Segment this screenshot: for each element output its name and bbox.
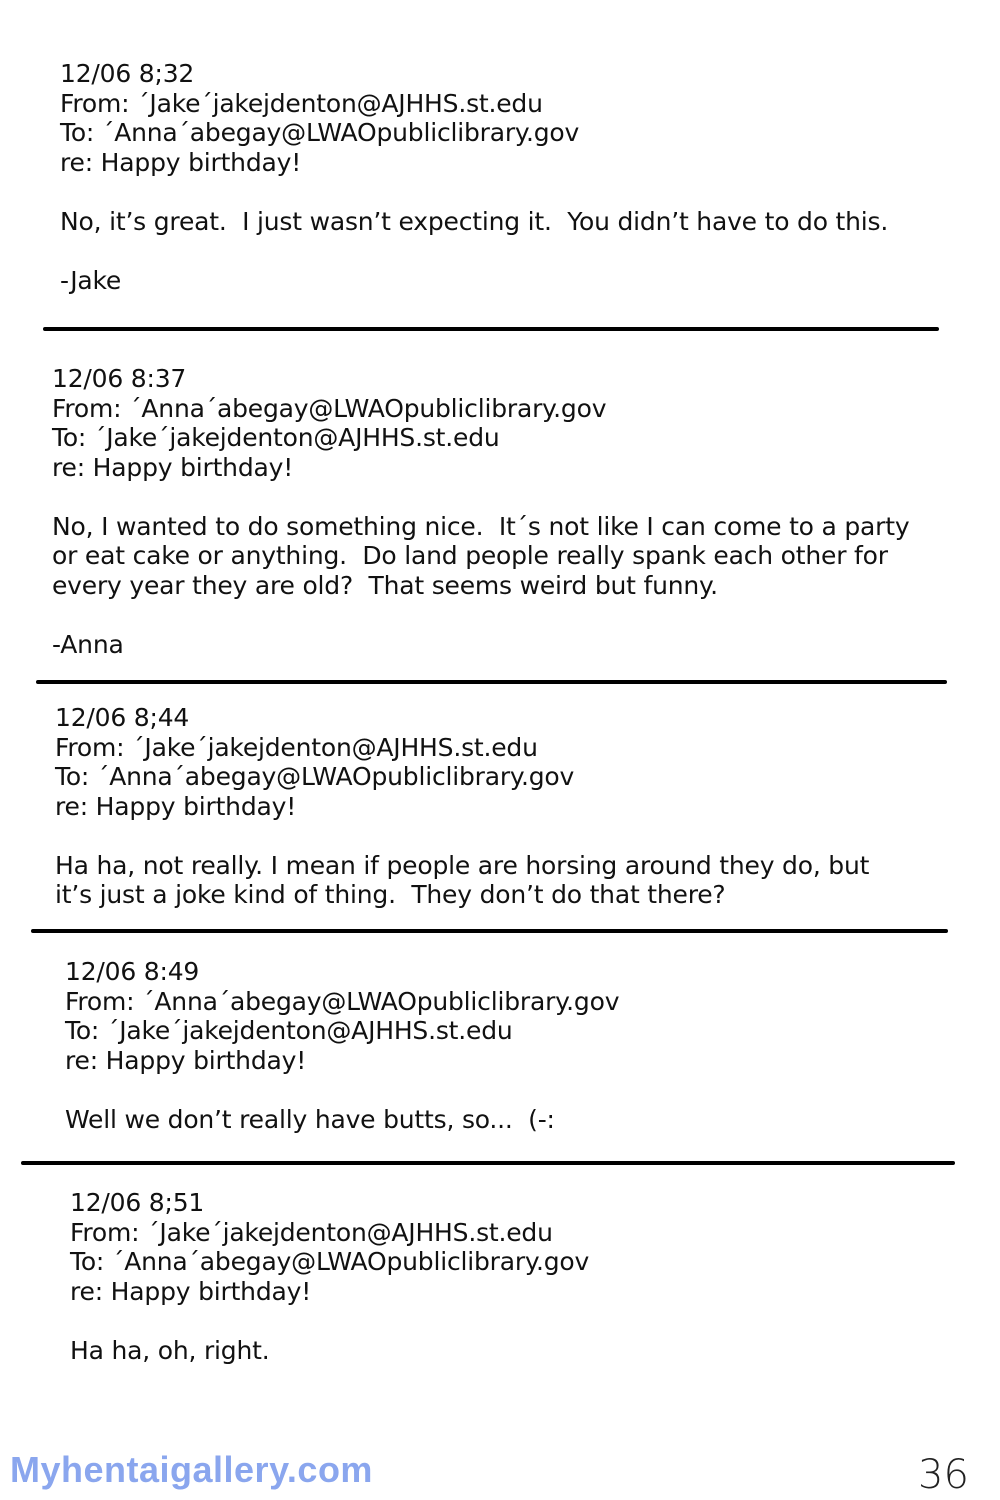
email-body-line: Well we don’t really have butts, so... (-: — [65, 1104, 555, 1134]
email-body-line: No, it’s great. I just wasn’t expecting it. You didn’t have to do this. — [60, 206, 889, 236]
email-body-line: Ha ha, not really. I mean if people are horsing around they do, but — [55, 850, 870, 880]
email-body-line: No, I wanted to do something nice. It´s not like I can come to a party — [52, 511, 910, 541]
email-timestamp: 12/06 8:37 — [52, 364, 187, 393]
email-from: From: ´Anna´abegay@LWAOpubliclibrary.gov — [65, 986, 620, 1016]
email-to: To: ´Jake´jakejdenton@AJHHS.st.edu — [52, 423, 500, 452]
email-signature: -Jake — [60, 265, 122, 295]
email-to: To: ´Anna´abegay@LWAOpubliclibrary.gov — [55, 762, 575, 791]
divider — [31, 929, 948, 933]
email-timestamp: 12/06 8;44 — [55, 703, 190, 732]
divider — [36, 680, 947, 684]
email-subject: re: Happy birthday! — [52, 452, 294, 482]
email-body-line: or eat cake or anything. Do land people really spank each other for — [52, 541, 888, 570]
email-message — [70, 1188, 589, 1365]
email-from: From: ´Jake´jakejdenton@AJHHS.st.edu — [55, 732, 538, 762]
email-body-line: it’s just a joke kind of thing. They don’t do that there? — [55, 880, 726, 909]
email-message — [60, 59, 888, 295]
page-number: 36 — [918, 1452, 969, 1498]
email-subject: re: Happy birthday! — [65, 1045, 307, 1075]
email-from: From: ´Jake´jakejdenton@AJHHS.st.edu — [60, 88, 543, 118]
email-body-line: every year they are old? That seems weird but funny. — [52, 570, 718, 600]
email-subject: re: Happy birthday! — [60, 147, 302, 177]
email-timestamp: 12/06 8;32 — [60, 59, 195, 88]
email-subject: re: Happy birthday! — [55, 791, 297, 821]
email-signature: -Anna — [52, 629, 124, 659]
email-subject: re: Happy birthday! — [70, 1276, 312, 1306]
email-timestamp: 12/06 8:49 — [65, 957, 200, 986]
divider — [43, 327, 939, 331]
email-to: To: ´Anna´abegay@LWAOpubliclibrary.gov — [60, 118, 580, 147]
email-from: From: ´Anna´abegay@LWAOpubliclibrary.gov — [52, 393, 607, 423]
divider — [21, 1161, 955, 1165]
email-message — [65, 957, 619, 1134]
email-timestamp: 12/06 8;51 — [70, 1188, 205, 1217]
email-message — [52, 364, 909, 659]
email-message — [55, 703, 869, 910]
email-body-line: Ha ha, oh, right. — [70, 1335, 270, 1365]
watermark: Myhentaigallery.com — [10, 1449, 373, 1490]
email-to: To: ´Jake´jakejdenton@AJHHS.st.edu — [65, 1016, 513, 1045]
email-from: From: ´Jake´jakejdenton@AJHHS.st.edu — [70, 1217, 553, 1247]
email-to: To: ´Anna´abegay@LWAOpubliclibrary.gov — [70, 1247, 590, 1276]
